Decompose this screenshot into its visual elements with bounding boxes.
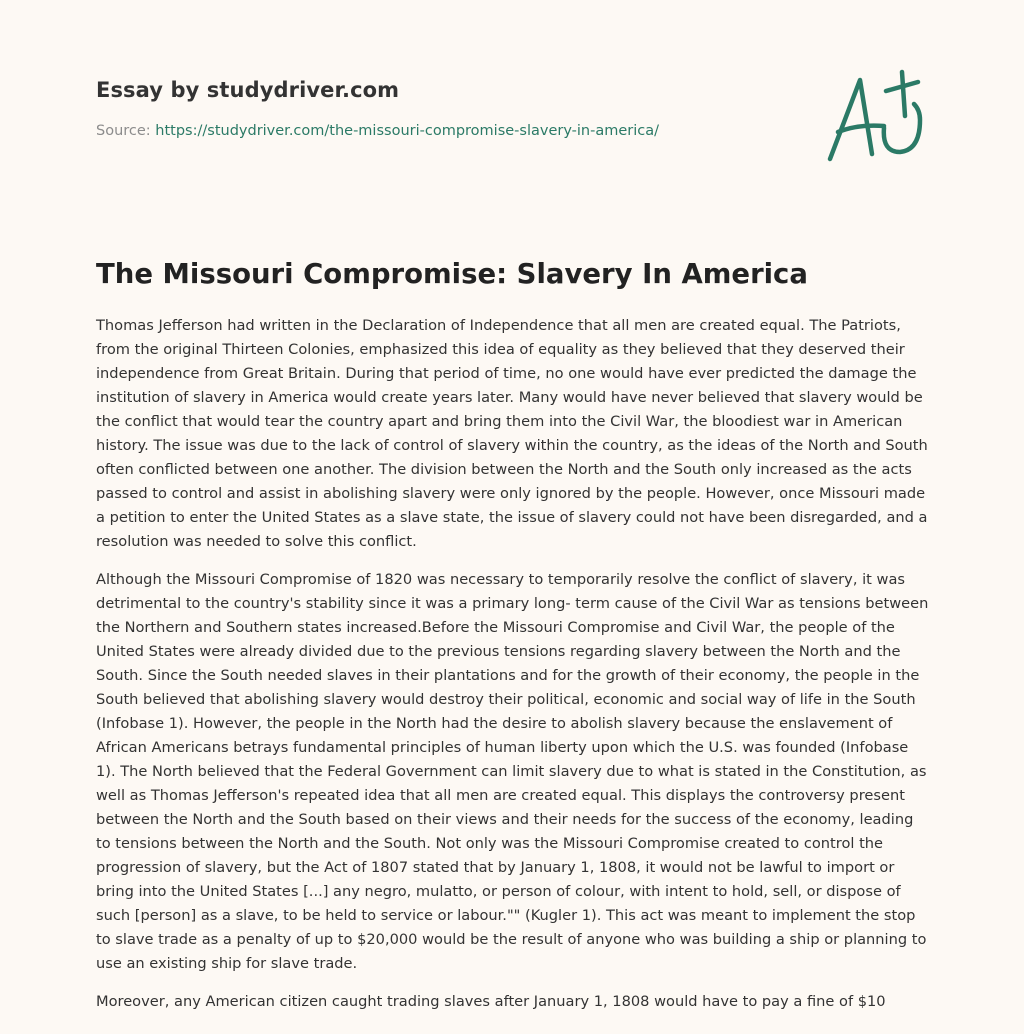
site-brand: Essay by studydriver.com (96, 78, 400, 102)
essay-body (96, 314, 930, 1028)
essay-title: The Missouri Compromise: Slavery In America (96, 258, 808, 290)
essay-paragraph: Moreover, any American citizen caught trading slaves after January 1, 1808 would have to pay a fine of $10 (96, 993, 886, 1010)
header (96, 76, 796, 141)
a-plus-logo-icon (818, 66, 930, 164)
essay-paragraph: Thomas Jefferson had written in the Declaration of Independence that all men are created equal. The Patriots, from the original Thirteen Colonies, emphasized this idea of equality as they believed that they deserved their independence from Great Britain. During that period of time, no one would have ever predicted the damage the institution of slavery in America would create years later. Many would have never believed that slavery would be the conflict that would tear the country apart and bring them into the Civil War, the bloodiest war in American history. The issue was due to the lack of control of slavery within the country, as the ideas of the North and South often conflicted between one another. The division between the North and the South only increased as the acts passed to control and assist in abolishing slavery were only ignored by the people. However, once Missouri made a petition to enter the United States as a slave state, the issue of slavery could not have been disregarded, and a resolution was needed to solve this conflict. (96, 317, 928, 550)
source-line (96, 121, 796, 141)
source-link[interactable]: https://studydriver.com/the-missouri-compromise-slavery-in-america/ (155, 123, 660, 139)
essay-paragraph: Although the Missouri Compromise of 1820 was necessary to temporarily resolve the conflict of slavery, it was detrimental to the country's stability since it was a primary long- term cause of the Civil War as tensions between the Northern and Southern states increased.Before the Missouri Compromise and Civil War, the people of the United States were already divided due to the previous tensions regarding slavery between the North and the South. Since the South needed slaves in their plantations and for the growth of their economy, the people in the South believed that abolishing slavery would destroy their political, economic and social way of life in the South (Infobase 1). However, the people in the North had the desire to abolish slavery because the enslavement of African Americans betrays fundamental principles of human liberty upon which the U.S. was founded (Infobase 1). The North believed that the Federal Government can limit slavery due to what is stated in the Constitution, as well as Thomas Jefferson's repeated idea that all men are created equal. This displays the controversy present between the North and the South based on their views and their needs for the success of the economy, leading to tensions between the North and the South. Not only was the Missouri Compromise created to control the progression of slavery, but the Act of 1807 stated that by January 1, 1808, it would not be lawful to import or bring into the United States [...] any negro, mulatto, or person of colour, with intent to hold, sell, or dispose of such [person] as a slave, to be held to service or labour."" (Kugler 1). This act was meant to implement the stop to slave trade as a penalty of up to $20,000 would be the result of anyone who was building a ship or planning to use an existing ship for slave trade. (96, 571, 929, 972)
source-label: Source: (96, 123, 151, 139)
